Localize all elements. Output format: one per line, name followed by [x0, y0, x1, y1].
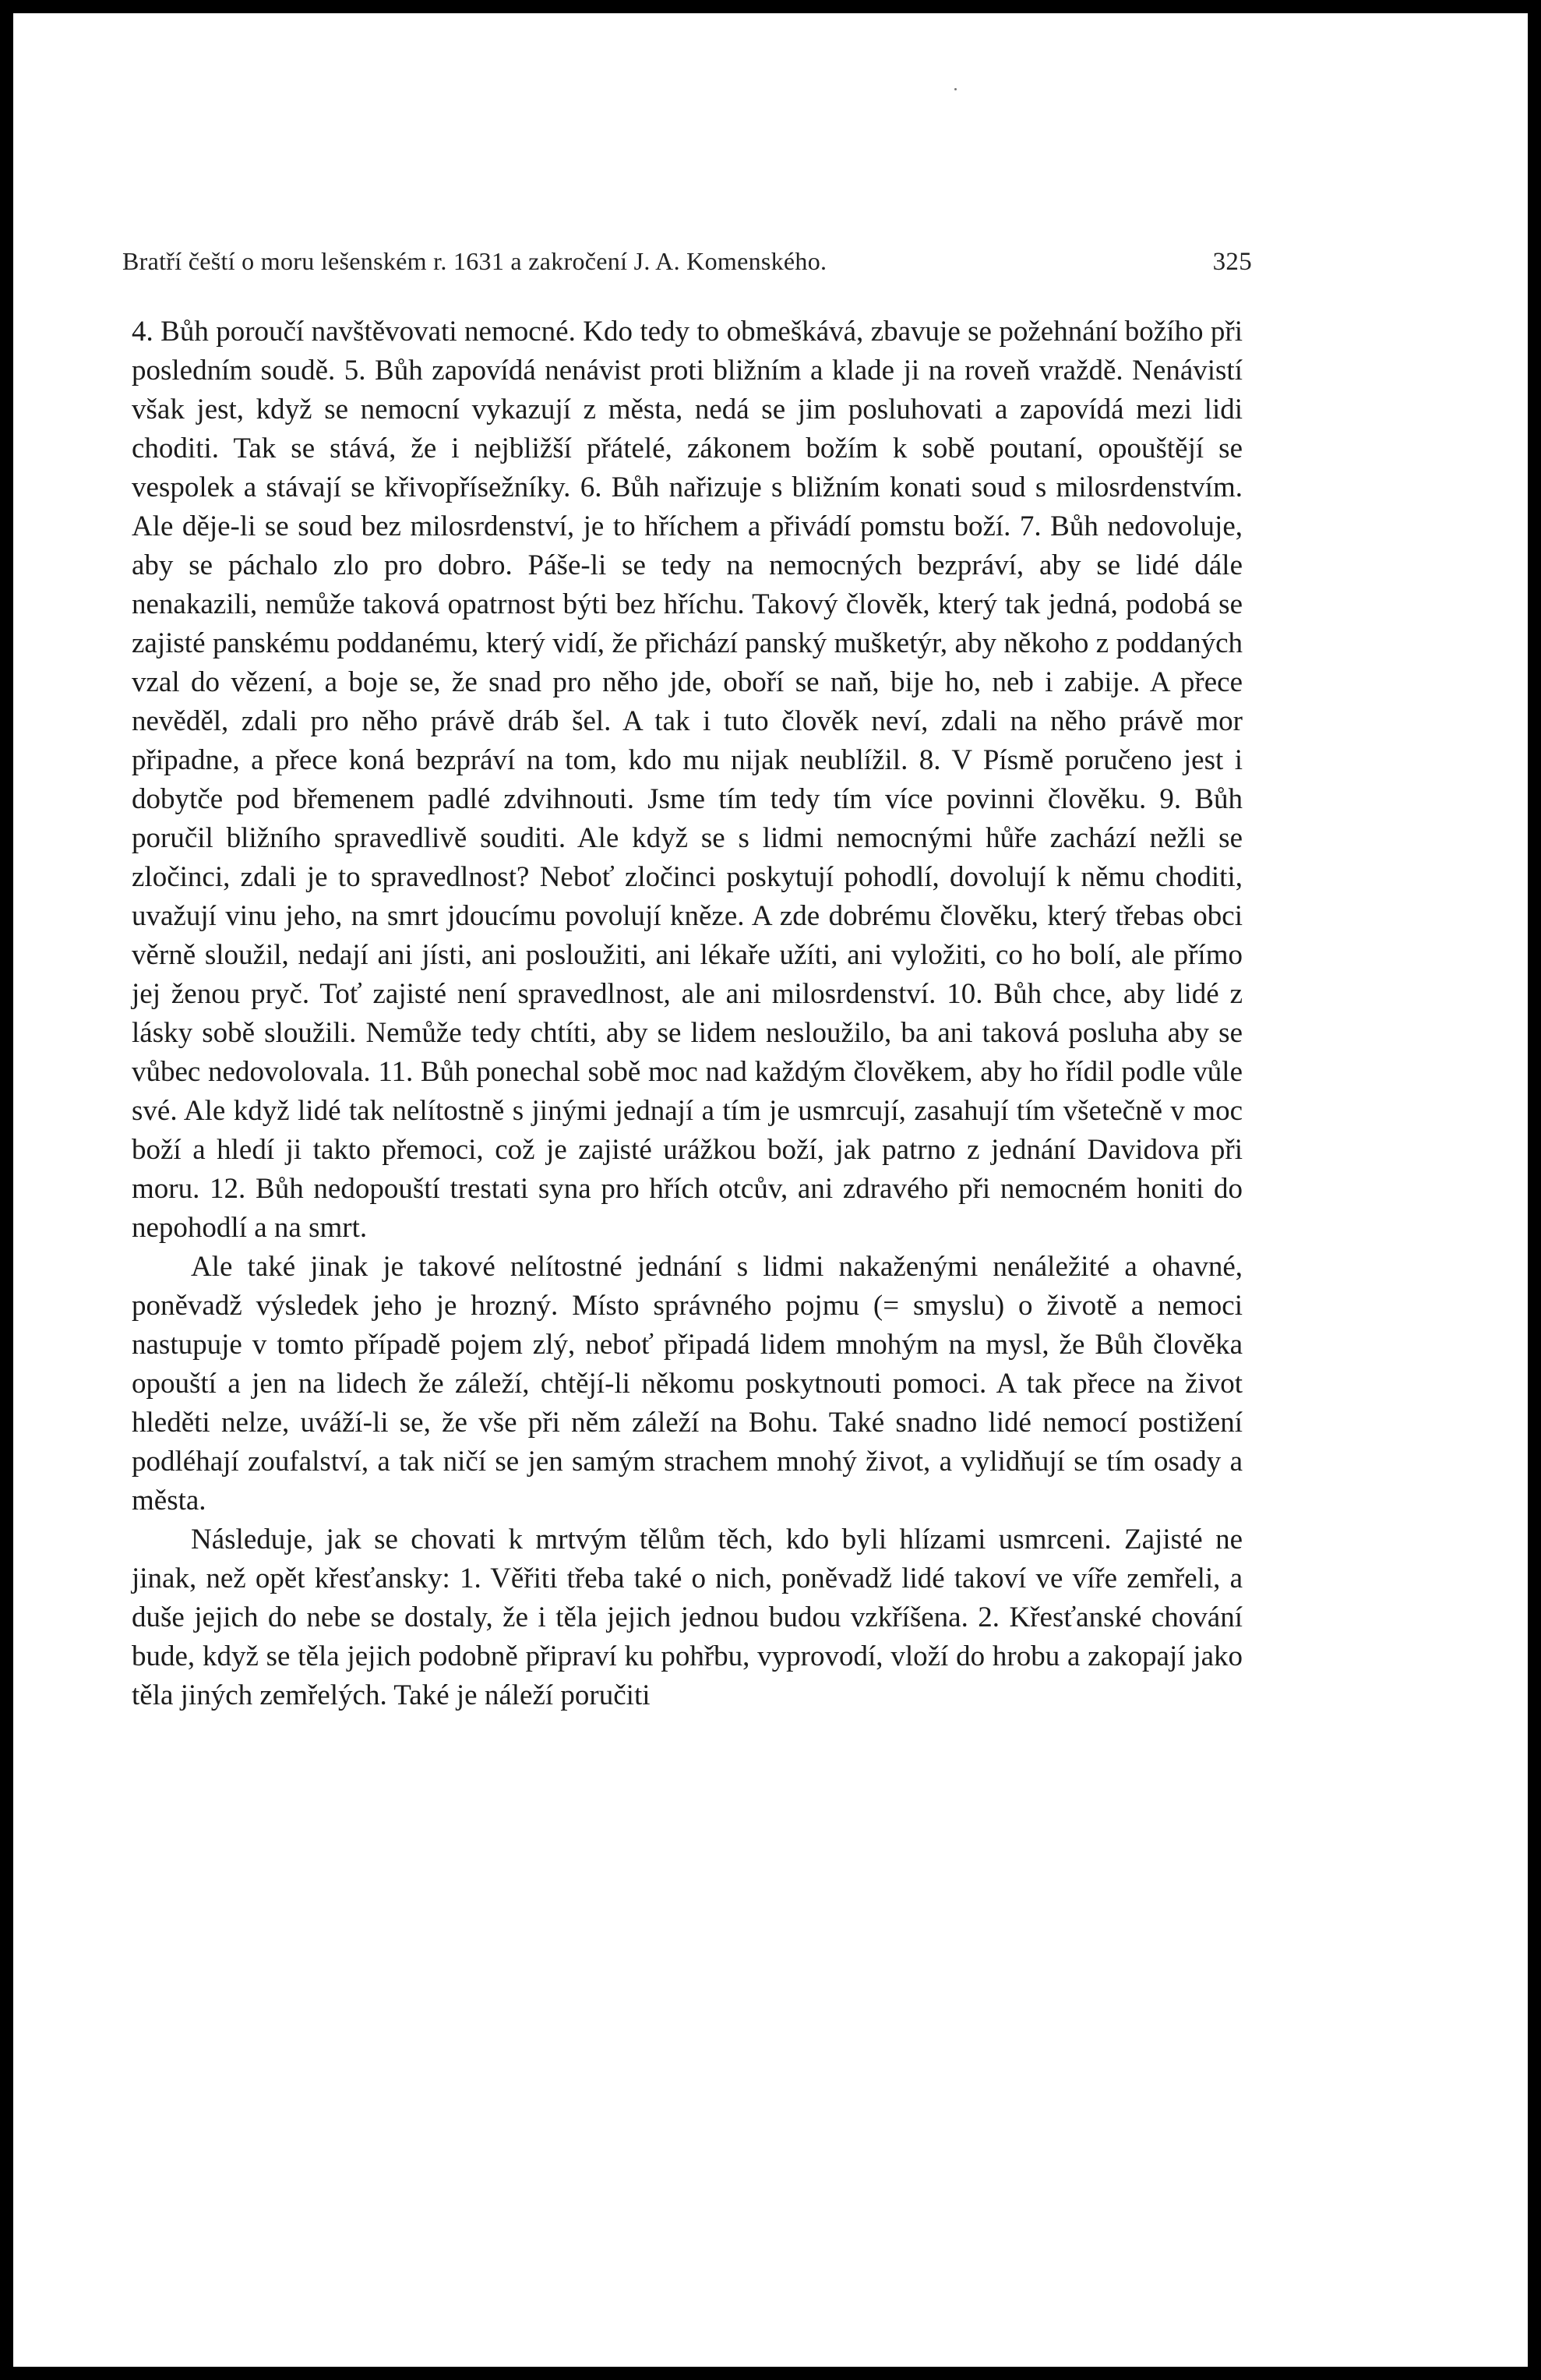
paragraph-2: Ale také jinak je takové nelítostné jednání s lidmi nakaženými nenáležité a ohavné, poněvadž výsledek jeho je hrozný. Místo správného pojmu (= smyslu) o životě a nemoci nastupuje v tomto případě pojem zlý, neboť připadá lidem mnohým na mysl, že Bůh člověka opouští a jen na lidech že záleží, chtějí-li někomu poskytnouti pomoci. A tak přece na život hleděti nelze, uváží-li se, že vše při něm záleží na Bohu. Také snadno lidé nemocí postižení podléhají zoufalství, a tak ničí se jen samým strachem mnohý život, a vylidňují se tím osady a města. [132, 1251, 1243, 1517]
paragraph-3: Následuje, jak se chovati k mrtvým tělům těch, kdo byli hlízami usmrceni. Zajisté ne jinak, než opět křesťansky: 1. Věřiti třeba také o nich, poněvadž lidé takoví ve víře zemřeli, a duše jejich do nebe se dostaly, že i těla jejich jednou budou vzkříšena. 2. Křesťanské chování bude, když se těla jejich podobně připraví ku pohřbu, vyprovodí, vloží do hrobu a zakopají jako těla jiných zemřelých. Také je náleží poručiti [132, 1524, 1243, 1711]
paragraph-1: 4. Bůh poroučí navštěvovati nemocné. Kdo tedy to obmeškává, zbavuje se požehnání božího při posledním soudě. 5. Bůh zapovídá nenávist proti bližním a klade ji na roveň vraždě. Nenávistí však jest, když se nemocní vykazují z města, nedá se jim posluhovati a zapovídá mezi lidi choditi. Tak se stává, že i nejbližší přátelé, zákonem božím k sobě poutaní, opouštějí se vespolek a stávají se křivopřísežníky. 6. Bůh nařizuje s bližním konati soud s milosrdenstvím. Ale děje-li se soud bez milosrdenství, je to hříchem a přivádí pomstu boží. 7. Bůh nedovoluje, aby se páchalo zlo pro dobro. Páše-li se tedy na nemocných bezpráví, aby se lidé dále nenakazili, nemůže taková opatrnost býti bez hříchu. Takový člověk, který tak jedná, podobá se zajisté panskému poddanému, který vidí, že přichází panský mušketýr, aby někoho z poddaných vzal do vězení, a boje se, že snad pro něho jde, oboří se naň, bije ho, neb i zabije. A přece nevěděl, zdali pro něho právě dráb šel. A tak i tuto člověk neví, zdali na něho právě mor připadne, a přece koná bezpráví na tom, kdo mu nijak neublížil. 8. V Písmě poručeno jest i dobytče pod břemenem padlé zdvihnouti. Jsme tím tedy tím více povinni člověku. 9. Bůh poručil bližního spravedlivě souditi. Ale když se s lidmi nemocnými hůře zachází nežli se zločinci, zdali je to spravedlnost? Neboť zločinci poskytují pohodlí, dovolují k němu choditi, uvažují vinu jeho, na smrt jdoucímu povolují kněze. A zde dobrému člověku, který třebas obci věrně sloužil, nedají ani jísti, ani posloužiti, ani lékaře užíti, ani vyložiti, co ho bolí, ale přímo jej ženou pryč. Toť zajisté není spravedlnost, ale ani milosrdenství. 10. Bůh chce, aby lidé z lásky sobě sloužili. Nemůže tedy chtíti, aby se lidem nesloužilo, ba ani taková posluha aby se vůbec nedovolovala. 11. Bůh ponechal sobě moc nad každým člověkem, aby ho řídil podle vůle své. Ale když lidé tak nelítostně s jinými jednají a tím je usmrcují, zasahují tím všetečně v moc boží a hledí ji takto přemoci, což je zajisté urážkou boží, jak patrno z jednání Davidova při moru. 12. Bůh nedopouští trestati syna pro hřích otcův, ani zdravého při nemocném honiti do nepohodlí a na smrt. [132, 316, 1243, 1244]
scan-speck [954, 88, 957, 90]
page-number: 325 [1212, 248, 1252, 276]
body-text [132, 313, 1243, 1715]
running-header [122, 247, 1252, 277]
book-page [13, 13, 1528, 2367]
running-title: Bratří čeští o moru lešenském r. 1631 a zakročení J. A. Komenského. [122, 247, 827, 275]
